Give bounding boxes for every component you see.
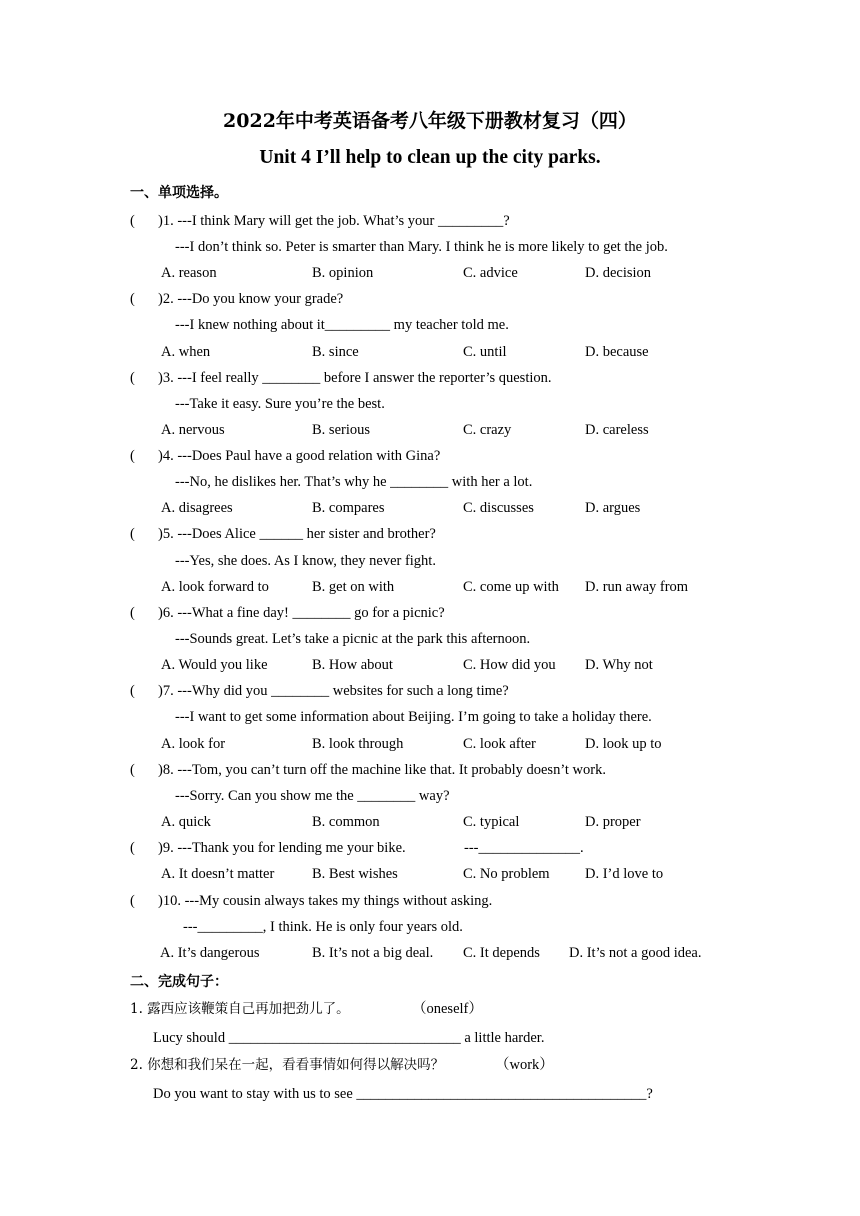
option-b: B. compares — [312, 500, 385, 516]
option-b: B. opinion — [312, 265, 374, 281]
option-a: A. It’s dangerous — [160, 945, 260, 961]
option-c: C. look after — [463, 736, 536, 752]
option-c: C. It depends — [463, 945, 540, 961]
question-8 — [130, 761, 606, 779]
sentence-2-hint: （work） — [495, 1057, 554, 1073]
question-stem: )4. ---Does Paul have a good relation with Gina? — [158, 448, 441, 464]
option-d: D. It’s not a good idea. — [569, 945, 702, 961]
option-a: A. look for — [161, 736, 226, 752]
answer-paren: ( — [130, 291, 135, 307]
option-d: D. decision — [585, 265, 652, 281]
sentence-1-english: Lucy should ________________________________ a little harder. — [153, 1030, 545, 1046]
question-2-reply: ---I knew nothing about it_________ my teacher told me. — [175, 317, 509, 333]
question-4-reply: ---No, he dislikes her. That’s why he ________ with her a lot. — [175, 474, 533, 490]
question-9-reply: ---______________. — [464, 840, 584, 856]
option-b: B. It’s not a big deal. — [312, 945, 434, 961]
option-b: B. common — [312, 814, 380, 830]
question-4 — [130, 447, 440, 465]
option-c: C. advice — [463, 265, 518, 281]
option-d: D. because — [585, 344, 649, 360]
option-a: A. It doesn’t matter — [161, 866, 275, 882]
answer-paren: ( — [130, 840, 135, 856]
option-c: C. typical — [463, 814, 520, 830]
question-10 — [130, 892, 492, 910]
option-b: B. serious — [312, 422, 370, 438]
sentence-2-chinese: 2. 你想和我们呆在一起，看看事情如何得以解决吗？ — [130, 1057, 445, 1073]
question-3 — [130, 369, 552, 387]
question-stem: )7. ---Why did you ________ websites for such a long time? — [158, 683, 509, 699]
question-7-reply: ---I want to get some information about Beijing. I’m going to take a holiday there. — [175, 709, 652, 725]
question-stem: )5. ---Does Alice ______ her sister and brother? — [158, 526, 436, 542]
option-b: B. since — [312, 344, 359, 360]
question-5 — [130, 525, 436, 543]
question-2 — [130, 290, 343, 308]
question-1 — [130, 212, 510, 230]
answer-paren: ( — [130, 683, 135, 699]
option-c: C. crazy — [463, 422, 512, 438]
option-a: A. look forward to — [161, 579, 269, 595]
question-stem: )10. ---My cousin always takes my things without asking. — [158, 893, 493, 909]
option-d: D. I’d love to — [585, 866, 664, 882]
option-d: D. Why not — [585, 657, 653, 673]
question-stem: )1. ---I think Mary will get the job. What’s your _________? — [158, 213, 510, 229]
option-c: C. until — [463, 344, 507, 360]
option-c: C. How did you — [463, 657, 556, 673]
question-stem: )6. ---What a fine day! ________ go for a picnic? — [158, 605, 445, 621]
option-a: A. nervous — [161, 422, 225, 438]
option-c: C. No problem — [463, 866, 550, 882]
answer-paren: ( — [130, 526, 135, 542]
option-a: A. quick — [161, 814, 211, 830]
answer-paren: ( — [130, 762, 135, 778]
question-1-reply: ---I don’t think so. Peter is smarter than Mary. I think he is more likely to get the job. — [175, 239, 668, 255]
page-title: 2022年中考英语备考八年级下册教材复习（四） — [223, 110, 637, 132]
question-stem: )2. ---Do you know your grade? — [158, 291, 344, 307]
option-a: A. reason — [161, 265, 217, 281]
option-d: D. look up to — [585, 736, 662, 752]
option-d: D. argues — [585, 500, 641, 516]
option-b: B. get on with — [312, 579, 395, 595]
question-6 — [130, 604, 445, 622]
answer-paren: ( — [130, 605, 135, 621]
answer-paren: ( — [130, 213, 135, 229]
option-d: D. careless — [585, 422, 649, 438]
question-8-reply: ---Sorry. Can you show me the ________ way? — [175, 788, 450, 804]
option-b: B. look through — [312, 736, 404, 752]
option-c: C. come up with — [463, 579, 559, 595]
sentence-1-chinese: 1. 露西应该鞭策自己再加把劲儿了。 — [130, 1001, 350, 1017]
section-heading-sentences: 二、完成句子： — [130, 974, 228, 990]
sentence-1-hint: （oneself） — [412, 1001, 483, 1017]
answer-paren: ( — [130, 448, 135, 464]
answer-paren: ( — [130, 893, 135, 909]
question-stem: )3. ---I feel really ________ before I answer the reporter’s question. — [158, 370, 552, 386]
answer-paren: ( — [130, 370, 135, 386]
question-5-reply: ---Yes, she does. As I know, they never fight. — [175, 553, 436, 569]
question-3-reply: ---Take it easy. Sure you’re the best. — [175, 396, 385, 412]
page-subtitle: Unit 4 I’ll help to clean up the city parks. — [259, 147, 601, 168]
option-a: A. when — [161, 344, 211, 360]
option-b: B. Best wishes — [312, 866, 398, 882]
question-10-reply: ---_________, I think. He is only four years old. — [183, 919, 463, 935]
question-7 — [130, 682, 509, 700]
option-b: B. How about — [312, 657, 393, 673]
option-d: D. proper — [585, 814, 641, 830]
section-heading-choice: 一、单项选择。 — [130, 185, 228, 201]
question-9 — [130, 839, 406, 857]
question-stem: )8. ---Tom, you can’t turn off the machine like that. It probably doesn’t work. — [158, 762, 606, 778]
option-a: A. disagrees — [161, 500, 233, 516]
sentence-2-english: Do you want to stay with us to see ________________________________________? — [153, 1086, 653, 1102]
option-a: A. Would you like — [161, 657, 268, 673]
question-6-reply: ---Sounds great. Let’s take a picnic at the park this afternoon. — [175, 631, 531, 647]
option-c: C. discusses — [463, 500, 534, 516]
question-stem: )9. ---Thank you for lending me your bike. — [158, 840, 406, 856]
option-d: D. run away from — [585, 579, 689, 595]
